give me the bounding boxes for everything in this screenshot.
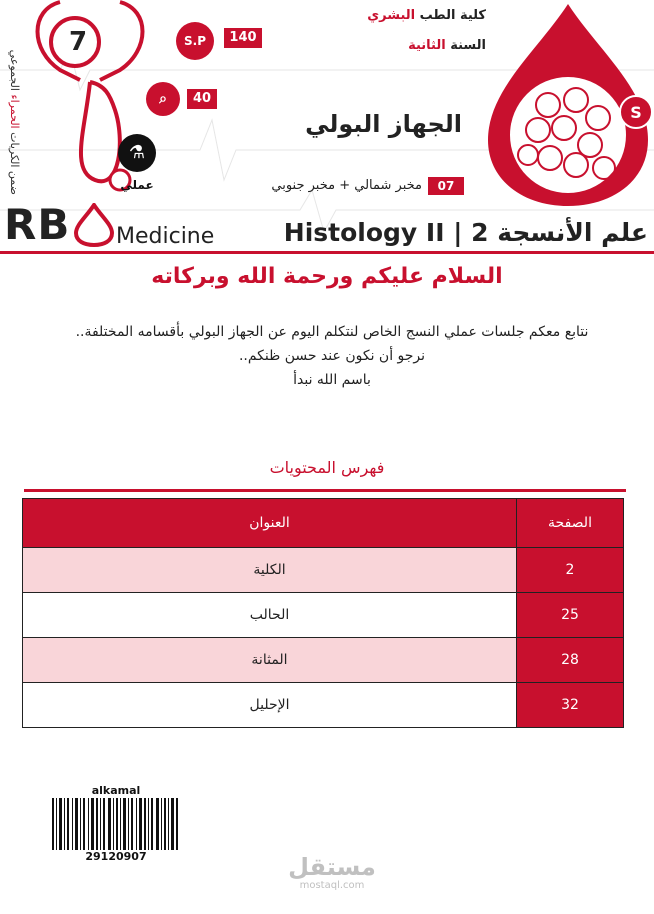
intro-line: باسم الله نبدأ	[293, 372, 371, 388]
intro-paragraph	[40, 320, 624, 392]
brand-drop-icon	[74, 203, 114, 247]
lab-type: مخبر شمالي + مخبر جنوبي	[271, 178, 422, 193]
barcode	[48, 784, 184, 874]
column-header-title: العنوان	[23, 499, 517, 548]
table-of-contents	[22, 498, 624, 728]
drop-letter: S	[630, 103, 642, 122]
suitcase-icon: S.P	[176, 22, 214, 60]
header-divider	[0, 251, 654, 254]
brand-logo-text: Medicine	[116, 224, 215, 249]
mostaql-watermark	[282, 854, 382, 891]
title-cell: الحالب	[23, 593, 517, 638]
title-cell: المثانة	[23, 638, 517, 683]
intro-line: نتابع معكم جلسات عملي النسج الخاص لنتكلم اليوم عن الجهاز البولي بأقسامه المختلفة..	[75, 324, 589, 340]
barcode-bars	[48, 798, 184, 850]
page-cell: 25	[517, 593, 624, 638]
vertical-side-text: ضمن الكريات الحمراء الجموعي	[8, 49, 21, 195]
sp-count-badge: 140	[224, 28, 262, 48]
barcode-number: 29120907	[85, 850, 147, 863]
blood-drop-logo	[468, 0, 654, 210]
cover-header	[0, 0, 654, 252]
practical-label: عملي	[120, 178, 154, 192]
barcode-label: alkamal	[91, 784, 141, 797]
title-cell: الكلية	[23, 548, 517, 593]
greeting-heading: السلام عليكم ورحمة الله وبركاته	[151, 264, 503, 289]
table-row[interactable]	[23, 593, 624, 638]
microscope-icon: ⚗	[118, 134, 156, 172]
academic-year: السنة الثانية	[408, 38, 486, 53]
watermark-arabic: مستقل	[288, 853, 376, 881]
faculty-name: كلية الطب البشري	[367, 8, 486, 23]
column-header-page: الصفحة	[517, 499, 624, 548]
questions-count-badge: 40	[187, 89, 217, 109]
system-title: الجهاز البولي	[305, 110, 462, 138]
brand-logo-letters: RB	[4, 200, 71, 249]
table-header-row	[23, 499, 624, 548]
table-row[interactable]	[23, 638, 624, 683]
subject-title: علم الأنسجة 2 | Histology II	[283, 218, 648, 247]
watermark-latin: mostaql.com	[299, 880, 365, 891]
page-cell: 32	[517, 683, 624, 728]
search-document-icon: ⌕	[146, 82, 180, 116]
table-row[interactable]	[23, 683, 624, 728]
table-row[interactable]	[23, 548, 624, 593]
toc-divider	[24, 489, 626, 492]
page-cell: 2	[517, 548, 624, 593]
title-cell: الإحليل	[23, 683, 517, 728]
lecture-number: 7	[68, 27, 88, 57]
lab-number-tag: 07	[428, 177, 464, 195]
toc-title: فهرس المحتويات	[269, 458, 385, 477]
intro-line: نرجو أن نكون عند حسن ظنكم..	[238, 348, 426, 364]
page-cell: 28	[517, 638, 624, 683]
